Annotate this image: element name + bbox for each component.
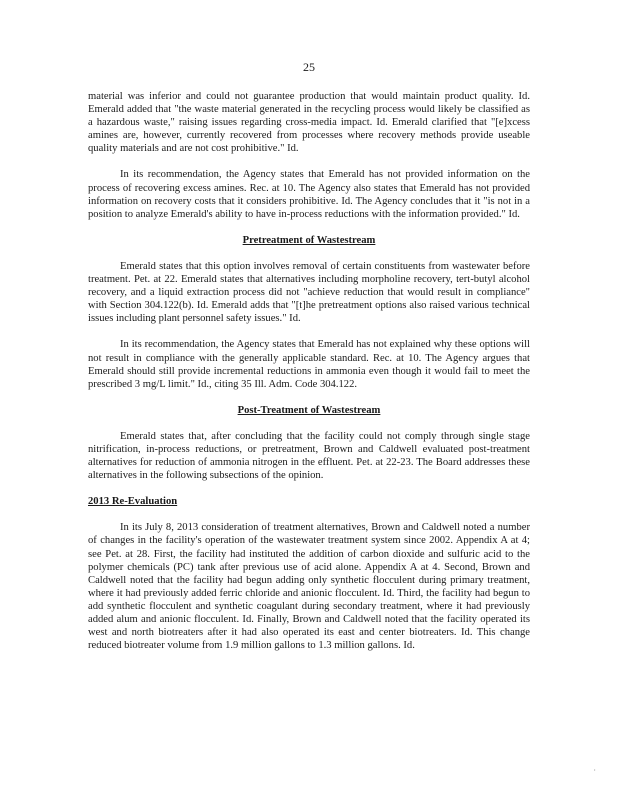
paragraph-post-treatment: Emerald states that, after concluding that the facility could not comply through single stage nitrification, in-process reductions, or pretreatment, Brown and Caldwell evaluated post-treatment alternatives for reduction of ammonia nitrogen in the effluent. Pet. at 22-23. The Board addresses these alternatives in the following subsections of the opinion. <box>88 430 530 482</box>
paragraph-agency-recommendation-amines: In its recommendation, the Agency states that Emerald has not provided information on the process of recovering excess amines. Rec. at 10. The Agency also states that Emerald has not provided information on recovery costs that it considers prohibitive. Id. The Agency concludes that it "is not in a position to analyze Emerald's ability to have in-process reductions with the information provided." Id. <box>88 169 530 220</box>
document-body <box>88 90 530 665</box>
section-heading-2013-re-evaluation: 2013 Re-Evaluation <box>88 496 178 508</box>
paragraph-continuation: material was inferior and could not guarantee production that would maintain product quality. Id. Emerald added that "the waste material generated in the recycling process would likely be classified as a hazardous waste," raising issues regarding cross-media impact. Id. Emerald clarified that "[e]xcess amines are, however, currently recovered from processes where recovery methods provide useable quality materials and are not cost prohibitive." Id. <box>88 91 530 155</box>
paragraph-pretreatment-emerald: Emerald states that this option involves removal of certain constituents from wastewater before treatment. Pet. at 22. Emerald states that alternatives including morpholine recovery, tert-butyl alcohol recovery, and a liquid extraction process did not "achieve reduction that would result in compliance" with Section 304.122(b). Id. Emerald adds that "[t]he pretreatment options also raised various technical issues including plant personnel safety issues." Id. <box>88 260 530 325</box>
corner-mark: · <box>593 766 596 775</box>
page-number: 25 <box>303 60 315 74</box>
section-heading-pretreatment: Pretreatment of Wastestream <box>242 234 376 246</box>
paragraph-2013-re-evaluation: In its July 8, 2013 consideration of treatment alternatives, Brown and Caldwell noted a number of changes in the facility's operation of the wastewater treatment system since 2002. Appendix A at 4; see Pet. at 28. First, the facility had instituted the addition of carbon dioxide and sulfuric acid to the polymer chemicals (PC) tank after previous use of acid alone. Appendix A at 4. Second, Brown and Caldwell noted that the facility had begun adding only synthetic flocculent during primary treatment, where it had previously added ferric chloride and anionic flocculent. Id. Third, the facility had begun to add synthetic flocculent and synthetic coagulant during secondary treatment, where it had previously added alum and anionic flocculent. Id. Finally, Brown and Caldwell noted that the facility operated its west and north biotreaters after it had also operated its east and center biotreaters. Id. This change reduced biotreater volume from 1.9 million gallons to 1.3 million gallons. Id. <box>88 522 530 652</box>
section-heading-post-treatment: Post-Treatment of Wastestream <box>237 404 381 416</box>
paragraph-pretreatment-agency: In its recommendation, the Agency states that Emerald has not explained why these options will not result in compliance with the generally applicable standard. Rec. at 10. The Agency argues that Emerald should still provide incremental reductions in ammonia even though it would fail to meet the prescribed 3 mg/L limit." Id., citing 35 Ill. Adm. Code 304.122. <box>88 339 530 390</box>
